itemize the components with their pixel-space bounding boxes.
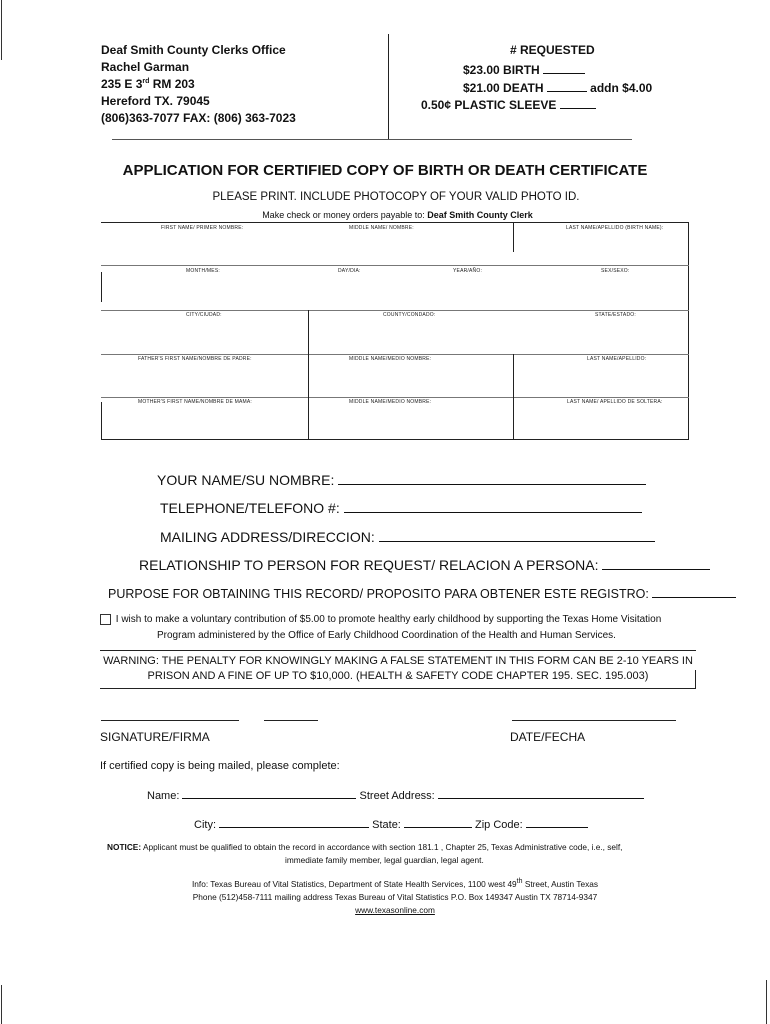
your-name-field[interactable] (338, 472, 646, 485)
mailing-city-row (194, 815, 588, 831)
relationship-field[interactable] (602, 557, 710, 570)
notice-line2: immediate family member, legal guardian, legal agent. (285, 855, 484, 865)
header-divider (388, 34, 389, 140)
contribution-line1: I wish to make a voluntary contribution of $5.00 to promote healthy early childhood by supporting the Texas Home Visitation (115, 614, 662, 625)
label-month: MONTH/MES: (186, 268, 220, 274)
mailing-name-field[interactable] (182, 786, 356, 799)
birth-count-field[interactable] (543, 61, 585, 74)
label-mother-first: MOTHER'S FIRST NAME/NOMBRE DE MAMA: (138, 399, 252, 405)
office-phone: (806)363-7077 FAX: (806) 363-7023 (101, 111, 296, 125)
label-state: STATE/ESTADO: (595, 312, 636, 318)
relationship-label: RELATIONSHIP TO PERSON FOR REQUEST/ RELACION A PERSONA: (139, 557, 599, 573)
label-father-last: LAST NAME/APELLIDO: (587, 356, 647, 362)
label-father-first: FATHER'S FIRST NAME/NOMBRE DE PADRE: (138, 356, 252, 362)
label-first-name: FIRST NAME/ PRIMER NOMBRE: (161, 225, 244, 231)
warning-block (100, 654, 696, 684)
info-website-link[interactable]: www.texasonline.com (355, 905, 435, 915)
contribution-block (100, 612, 661, 644)
warning-line1: WARNING: THE PENALTY FOR KNOWINGLY MAKING A FALSE STATEMENT IN THIS FORM CAN BE 2-10 YEARS IN (103, 655, 693, 667)
telephone-row (160, 500, 642, 516)
mailing-city-label: City: (194, 819, 216, 831)
label-last-name: LAST NAME/APELLIDO (BIRTH NAME): (566, 225, 664, 231)
signature-line-a[interactable] (101, 720, 239, 721)
your-name-label: YOUR NAME/SU NOMBRE: (157, 472, 335, 488)
header-bottom-rule (112, 139, 632, 140)
date-label: DATE/FECHA (510, 730, 586, 744)
label-county: COUNTY/CONDADO: (383, 312, 436, 318)
office-person: Rachel Garman (101, 60, 190, 74)
scan-edge-mark (766, 980, 767, 1024)
scan-edge-mark (1, 985, 2, 1024)
purpose-field[interactable] (652, 585, 736, 598)
mailing-state-field[interactable] (404, 815, 472, 828)
scan-edge-mark (1, 0, 2, 60)
mailing-name-row (147, 786, 644, 802)
label-middle-name: MIDDLE NAME/ NOMBRE: (349, 225, 414, 231)
telephone-field[interactable] (344, 500, 642, 513)
death-count-field[interactable] (547, 79, 587, 92)
fee-sleeve: 0.50¢ PLASTIC SLEEVE (421, 96, 596, 114)
mailing-city-field[interactable] (219, 815, 369, 828)
relationship-row (139, 557, 710, 573)
label-year: YEAR/AÑO: (453, 268, 483, 274)
record-grid (101, 222, 689, 440)
instruction: PLEASE PRINT. INCLUDE PHOTOCOPY OF YOUR VALID PHOTO ID. (212, 191, 580, 203)
address-label: MAILING ADDRESS/DIRECCION: (160, 529, 375, 545)
mailing-state-label: State: (372, 819, 401, 831)
address-field[interactable] (379, 529, 655, 542)
label-mother-last: LAST NAME/ APELLIDO DE SOLTERA: (567, 399, 663, 405)
contribution-line2: Program administered by the Office of Early Childhood Coordination of the Health and Human Services. (157, 630, 616, 641)
address-row (160, 529, 655, 545)
info-line1: Info: Texas Bureau of Vital Statistics, Department of State Health Services, 1100 west 49th Street, Austin Texas (192, 878, 598, 889)
purpose-row (108, 585, 736, 601)
mailing-intro: If certified copy is being mailed, please complete: (100, 760, 340, 772)
label-city: CITY/CIUDAD: (186, 312, 222, 318)
fee-birth: $23.00 BIRTH (463, 61, 585, 79)
notice-block (107, 841, 707, 867)
info-line2: Phone (512)458-7111 mailing address Texas Bureau of Vital Statistics P.O. Box 149347 Austin TX 78714-9347 (192, 892, 598, 902)
label-father-middle: MIDDLE NAME/MEDIO NOMBRE: (349, 356, 432, 362)
telephone-label: TELEPHONE/TELEFONO #: (160, 500, 340, 516)
label-mother-middle: MIDDLE NAME/MEDIO NOMBRE: (349, 399, 432, 405)
mailing-name-label: Name: (147, 790, 180, 802)
notice-label: NOTICE: (107, 842, 142, 852)
office-city: Hereford TX. 79045 (101, 94, 210, 108)
signature-line-b[interactable] (264, 720, 318, 721)
purpose-label: PURPOSE FOR OBTAINING THIS RECORD/ PROPOSITO PARA OBTENER ESTE REGISTRO: (108, 587, 649, 601)
mailing-street-field[interactable] (438, 786, 644, 799)
signature-label: SIGNATURE/FIRMA (100, 730, 210, 744)
office-address: 235 E 3rd RM 203 (101, 77, 195, 91)
warning-bottom-rule (100, 688, 696, 689)
mailing-zip-label: Zip Code: (475, 819, 523, 831)
sleeve-count-field[interactable] (560, 96, 596, 109)
your-name-row (157, 472, 646, 488)
mailing-zip-field[interactable] (526, 815, 588, 828)
office-block (101, 42, 296, 127)
label-sex: SEX/SEXO: (601, 268, 630, 274)
warning-top-rule (100, 650, 696, 651)
fee-death: $21.00 DEATH addn $4.00 (463, 81, 653, 95)
warning-line2: PRISON AND A FINE OF UP TO $10,000. (HEALTH & SAFETY CODE CHAPTER 195. SEC. 195.003) (147, 670, 649, 682)
mailing-street-label: Street Address: (359, 790, 435, 802)
date-line[interactable] (512, 720, 676, 721)
info-block (0, 878, 770, 917)
form-title: APPLICATION FOR CERTIFIED COPY OF BIRTH OR DEATH CERTIFICATE (122, 162, 648, 179)
payable-note: Make check or money orders payable to: Deaf Smith County Clerk (262, 210, 533, 220)
contribution-checkbox[interactable] (100, 614, 111, 625)
requested-label: # REQUESTED (510, 43, 595, 57)
label-day: DAY/DIA: (338, 268, 361, 274)
notice-line1: Applicant must be qualified to obtain the record in accordance with section 181.1 , Chapter 25, Texas Administrative code, i.e., self, (141, 842, 623, 852)
office-name: Deaf Smith County Clerks Office (101, 43, 286, 57)
